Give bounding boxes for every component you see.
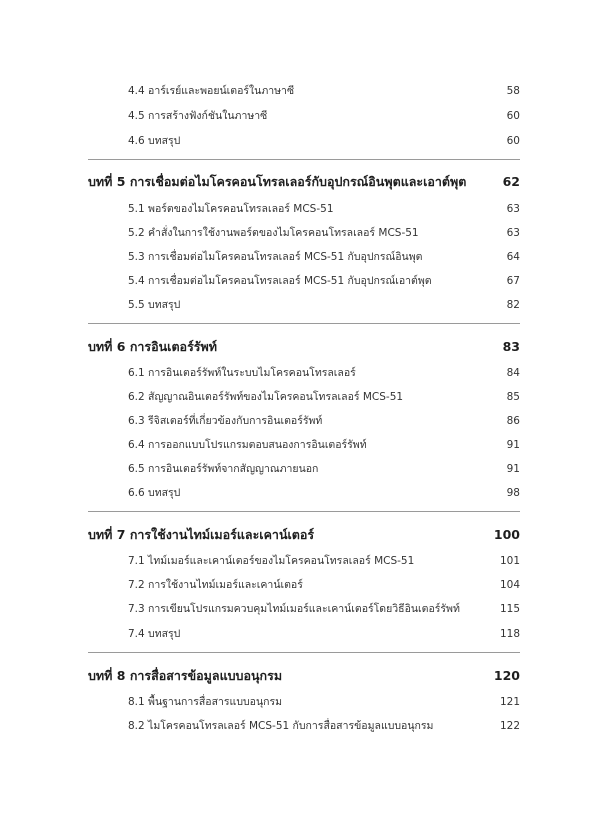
toc-entry-page: 121 <box>499 696 520 708</box>
toc-entry-page: 58 <box>506 85 520 97</box>
toc-entry-7-2 <box>128 576 520 593</box>
toc-chapter-7 <box>88 525 520 545</box>
toc-entry-page: 104 <box>499 579 520 591</box>
toc-entry-page: 122 <box>499 720 520 732</box>
toc-entry-page: 60 <box>506 135 520 147</box>
toc-entry-5-3 <box>128 248 520 265</box>
toc-entry-7-3 <box>128 600 520 617</box>
toc-entry-7-4 <box>128 625 520 642</box>
toc-entry-page: 82 <box>506 299 520 311</box>
toc-entry-6-6 <box>128 484 520 501</box>
toc-entry-page: 84 <box>506 367 520 379</box>
toc-entry-label: 4.4 อาร์เรย์และพอยน์เตอร์ในภาษาซี <box>128 85 295 97</box>
toc-entry-4-4 <box>128 82 520 99</box>
toc-entry-page: 115 <box>499 603 520 615</box>
toc-entry-page: 91 <box>506 463 520 475</box>
toc-entry-page: 101 <box>499 555 520 567</box>
chapter-page: 100 <box>493 527 520 542</box>
toc-entry-label: 7.2 การใช้งานไทม์เมอร์และเคาน์เตอร์ <box>128 579 303 591</box>
toc-entry-label: 4.6 บทสรุป <box>128 135 181 147</box>
chapter-title: บทที่ 6 การอินเตอร์รัพท์ <box>88 339 217 354</box>
toc-entry-label: 6.5 การอินเตอร์รัพท์จากสัญญาณภายนอก <box>128 463 319 475</box>
toc-entry-8-1 <box>128 693 520 710</box>
toc-chapter-5 <box>88 172 520 192</box>
toc-entry-label: 5.5 บทสรุป <box>128 299 181 311</box>
toc-entry-page: 91 <box>506 439 520 451</box>
toc-entry-page: 98 <box>506 487 520 499</box>
toc-entry-label: 6.1 การอินเตอร์รัพท์ในระบบไมโครคอนโทรลเลอร์ <box>128 367 356 379</box>
toc-entry-label: 5.1 พอร์ตของไมโครคอนโทรลเลอร์ MCS-51 <box>128 203 334 215</box>
toc-entry-label: 4.5 การสร้างฟังก์ชันในภาษาซี <box>128 110 268 122</box>
toc-entry-label: 8.1 พื้นฐานการสื่อสารแบบอนุกรม <box>128 696 283 708</box>
toc-entry-label: 5.3 การเชื่อมต่อไมโครคอนโทรลเลอร์ MCS-51 กับอุปกรณ์อินพุต <box>128 251 423 263</box>
section-divider <box>88 652 520 653</box>
toc-entry-page: 86 <box>506 415 520 427</box>
toc-entry-page: 63 <box>506 203 520 215</box>
chapter-title: บทที่ 7 การใช้งานไทม์เมอร์และเคาน์เตอร์ <box>88 527 315 542</box>
toc-entry-page: 67 <box>506 275 520 287</box>
chapter-page: 120 <box>493 668 520 683</box>
section-divider <box>88 323 520 324</box>
toc-entry-page: 85 <box>506 391 520 403</box>
toc-entry-6-4 <box>128 436 520 453</box>
toc-entry-7-1 <box>128 552 520 569</box>
chapter-page: 62 <box>502 174 520 189</box>
chapter-title: บทที่ 8 การสื่อสารข้อมูลแบบอนุกรม <box>88 668 283 683</box>
toc-entry-label: 6.3 รีจิสเตอร์ที่เกี่ยวข้องกับการอินเตอร์รัพท์ <box>128 415 323 427</box>
toc-entry-4-6 <box>128 132 520 149</box>
toc-entry-page: 64 <box>506 251 520 263</box>
toc-entry-label: 8.2 ไมโครคอนโทรลเลอร์ MCS-51 กับการสื่อสารข้อมูลแบบอนุกรม <box>128 720 434 732</box>
chapter-title: บทที่ 5 การเชื่อมต่อไมโครคอนโทรลเลอร์กับอุปกรณ์อินพุตและเอาต์พุต <box>88 174 467 189</box>
toc-entry-6-3 <box>128 412 520 429</box>
section-divider <box>88 159 520 160</box>
toc-entry-5-2 <box>128 224 520 241</box>
toc-entry-8-2 <box>128 717 520 734</box>
toc-entry-label: 7.4 บทสรุป <box>128 628 181 640</box>
toc-entry-label: 6.6 บทสรุป <box>128 487 181 499</box>
toc-chapter-6 <box>88 337 520 357</box>
toc-entry-page: 63 <box>506 227 520 239</box>
toc-entry-5-4 <box>128 272 520 289</box>
toc-chapter-8 <box>88 666 520 686</box>
toc-entry-page: 118 <box>499 628 520 640</box>
toc-entry-label: 6.2 สัญญาณอินเตอร์รัพท์ของไมโครคอนโทรลเลอร์ MCS-51 <box>128 391 404 403</box>
toc-entry-6-2 <box>128 388 520 405</box>
toc-entry-label: 5.2 คำสั่งในการใช้งานพอร์ตของไมโครคอนโทรลเลอร์ MCS-51 <box>128 227 419 239</box>
toc-entry-5-1 <box>128 200 520 217</box>
toc-entry-6-1 <box>128 364 520 381</box>
toc-entry-label: 7.1 ไทม์เมอร์และเคาน์เตอร์ของไมโครคอนโทรลเลอร์ MCS-51 <box>128 555 415 567</box>
toc-entry-6-5 <box>128 460 520 477</box>
toc-entry-page: 60 <box>506 110 520 122</box>
section-divider <box>88 511 520 512</box>
toc-entry-5-5 <box>128 296 520 313</box>
toc-entry-label: 5.4 การเชื่อมต่อไมโครคอนโทรลเลอร์ MCS-51 กับอุปกรณ์เอาต์พุต <box>128 275 432 287</box>
toc-entry-4-5 <box>128 107 520 124</box>
chapter-page: 83 <box>502 339 520 354</box>
toc-entry-label: 7.3 การเขียนโปรแกรมควบคุมไทม์เมอร์และเคาน์เตอร์โดยวิธีอินเตอร์รัพท์ <box>128 603 460 615</box>
toc-entry-label: 6.4 การออกแบบโปรแกรมตอบสนองการอินเตอร์รัพท์ <box>128 439 367 451</box>
